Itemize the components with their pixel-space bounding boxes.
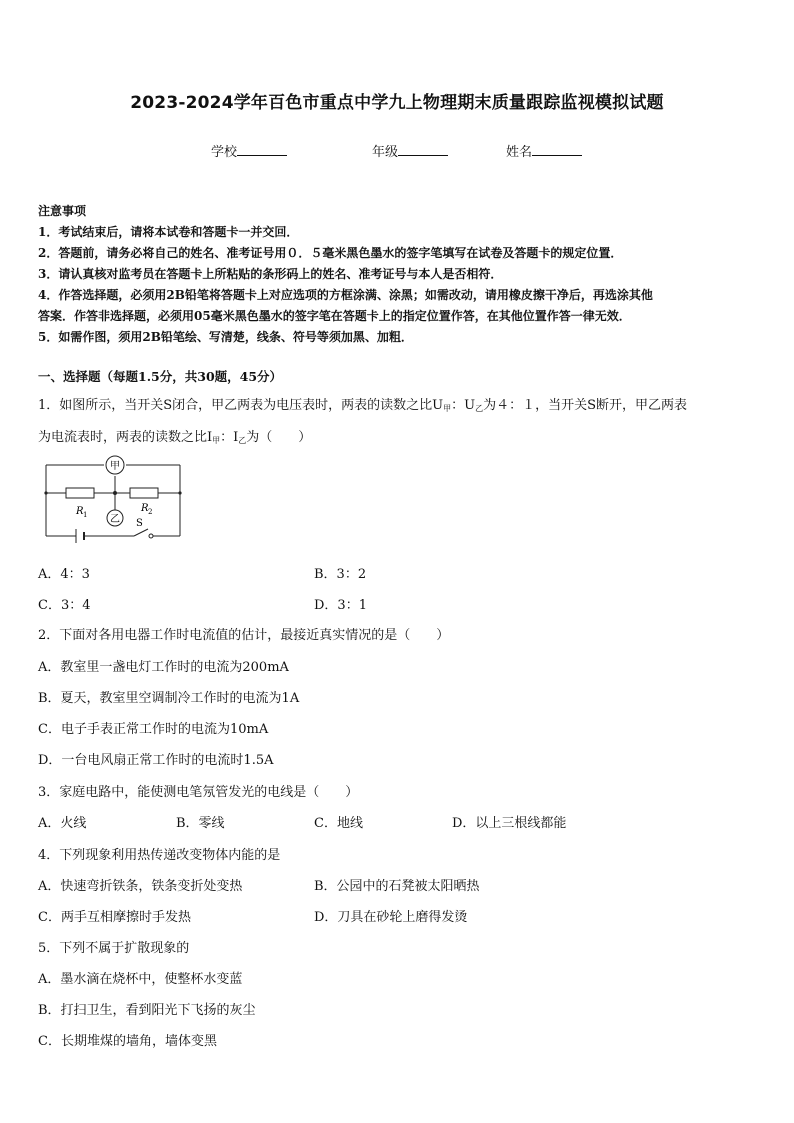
name-blank[interactable] [532,143,582,156]
option-d[interactable]: D．以上三根线都能 [452,816,567,831]
note-item: 3．请认真核对监考员在答题卡上所粘贴的条形码上的姓名、准考证号与本人是否相符． [38,267,503,281]
section-heading: 一、选择题（每题1.5分，共30题，45分） [38,369,283,384]
option-c[interactable]: C．长期堆煤的墙角，墙体变黑 [38,1034,217,1049]
note-item: 5．如需作图，须用2B铅笔绘、写清楚，线条、符号等须加黑、加粗． [38,330,413,344]
option-b[interactable]: B．零线 [176,816,225,831]
school-blank[interactable] [237,143,287,156]
option-d[interactable]: D．刀具在砂轮上磨得发烫 [314,910,468,925]
school-label: 学校 [211,145,238,160]
note-item: 4．作答选择题，必须用2B铅笔将答题卡上对应选项的方框涂满、涂黑；如需改动，请用橡皮擦干净后，再选涂其他 [38,288,653,302]
option-b[interactable]: B．公园中的石凳被太阳晒热 [314,879,480,894]
option-b[interactable]: B．夏天，教室里空调制冷工作时的电流为1A [38,691,300,706]
meter-yi-label: 乙 [110,514,120,525]
switch-label: S [136,518,143,529]
name-field[interactable] [506,141,582,160]
grade-field[interactable] [372,141,448,160]
r2-label: R [141,503,149,514]
page-title: 2023-2024学年百色市重点中学九上物理期末质量跟踪监视模拟试题 [130,93,664,113]
notes-heading: 注意事项 [38,204,87,218]
question-1-stem-line2: 为电流表时，两表的读数之比$I_甲$：$I_乙$为（ ） [38,430,312,445]
name-label: 姓名 [506,145,533,160]
option-c[interactable]: C．电子手表正常工作时的电流为10mA [38,722,269,737]
question-2-stem: 2．下面对各用电器工作时电流值的估计，最接近真实情况的是（ ） [38,628,450,643]
r2-sub: 2 [148,508,153,516]
option-c[interactable]: C．地线 [314,816,363,831]
question-4-stem: 4．下列现象利用热传递改变物体内能的是 [38,848,281,863]
grade-label: 年级 [372,145,399,160]
r1-label: R [76,506,84,517]
option-a[interactable]: A．火线 [38,816,87,831]
school-field[interactable] [211,141,287,160]
option-a[interactable]: A．教室里一盏电灯工作时的电流为200mA [38,660,289,675]
option-b[interactable]: B．3：2 [314,567,367,582]
meter-jia-label: 甲 [110,461,120,472]
question-5-stem: 5．下列不属于扩散现象的 [38,941,190,956]
r1-sub: 1 [83,511,88,519]
question-1-stem-line1: 1．如图所示，当开关S闭合，甲乙两表为电压表时，两表的读数之比$U_甲$：$U_乙$为４：１，当开关S断开，甲乙两表 [38,398,688,413]
option-a[interactable]: A．4：3 [38,567,90,582]
option-a[interactable]: A．墨水滴在烧杯中，使整杯水变蓝 [38,972,243,987]
note-item: 答案．作答非选择题，必须用05毫米黑色墨水的签字笔在答题卡上的指定位置作答，在其他位置作答一律无效． [38,309,631,323]
question-3-stem: 3．家庭电路中，能使测电笔氖管发光的电线是（ ） [38,785,359,800]
note-item: 1．考试结束后，请将本试卷和答题卡一并交回． [38,225,299,239]
grade-blank[interactable] [398,143,448,156]
circuit-diagram [40,455,185,550]
option-d[interactable]: D．一台电风扇正常工作时的电流时1.5A [38,753,274,768]
option-d[interactable]: D．3：1 [314,598,367,613]
option-c[interactable]: C．3：4 [38,598,91,613]
option-c[interactable]: C．两手互相摩擦时手发热 [38,910,191,925]
option-a[interactable]: A．快速弯折铁条，铁条变折处变热 [38,879,243,894]
option-b[interactable]: B．打扫卫生，看到阳光下飞扬的灰尘 [38,1003,256,1018]
note-item: 2．答题前，请务必将自己的姓名、准考证号用０．５毫米黑色墨水的签字笔填写在试卷及答题卡的规定位置． [38,246,623,260]
